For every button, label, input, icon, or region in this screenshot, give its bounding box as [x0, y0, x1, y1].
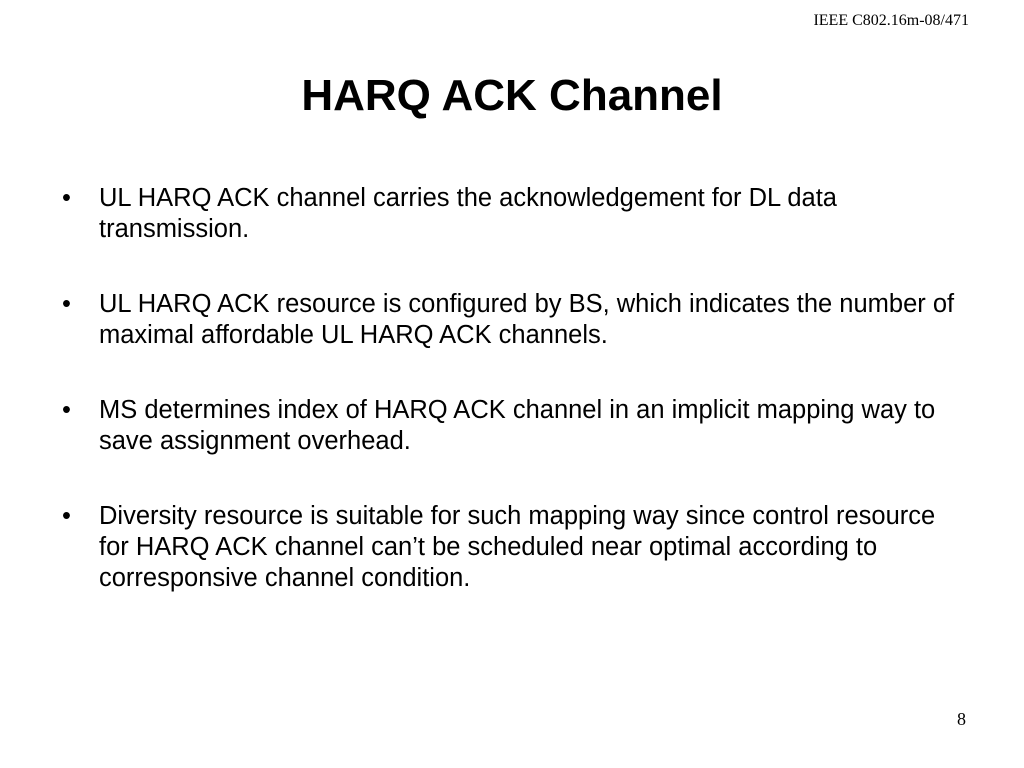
bullet-text: Diversity resource is suitable for such mapping way since control resource for HARQ ACK channel can’t be scheduled near optimal according to corresponsive channel condition. — [99, 502, 936, 592]
bullet-marker-icon: • — [62, 502, 71, 530]
bullet-marker-icon: • — [62, 290, 71, 318]
bullet-text: MS determines index of HARQ ACK channel in an implicit mapping way to save assignment overhead. — [99, 396, 936, 455]
bullet-item — [62, 501, 962, 594]
bullet-item — [62, 395, 962, 457]
bullet-text: UL HARQ ACK channel carries the acknowledgement for DL data transmission. — [99, 184, 837, 243]
bullet-item — [62, 289, 962, 351]
slide-title: HARQ ACK Channel — [301, 71, 723, 120]
bullet-marker-icon: • — [62, 396, 71, 424]
bullet-marker-icon: • — [62, 184, 71, 212]
bullet-item — [62, 183, 962, 245]
bullet-text: UL HARQ ACK resource is configured by BS, which indicates the number of maximal affordable UL HARQ ACK channels. — [99, 290, 955, 349]
bullet-list — [62, 183, 962, 638]
page-number: 8 — [957, 709, 966, 729]
document-id: IEEE C802.16m-08/471 — [813, 12, 969, 29]
